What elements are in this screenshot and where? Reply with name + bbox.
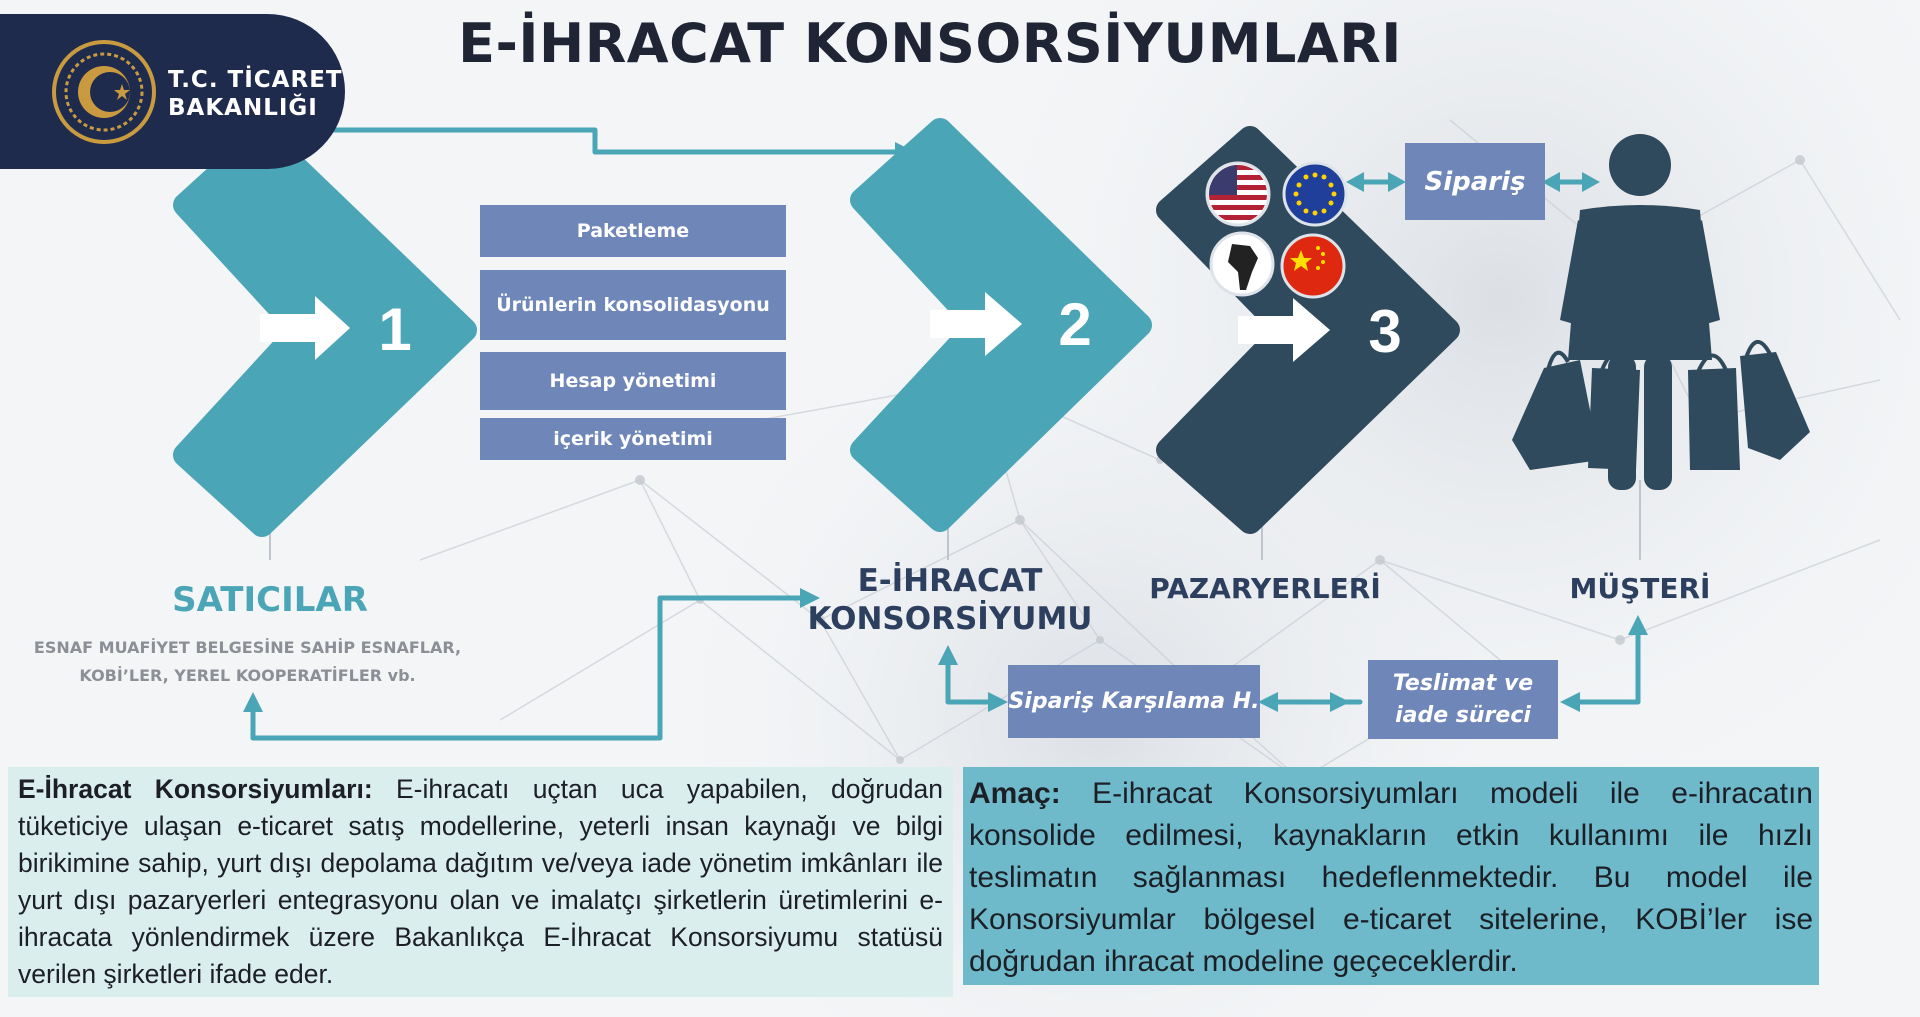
arrowhead-order-customer-r bbox=[1582, 172, 1600, 192]
ministry-name-line1: T.C. TİCARET bbox=[168, 67, 343, 93]
latin-america-emblem bbox=[1211, 233, 1273, 295]
ministry-emblem-icon bbox=[48, 36, 160, 148]
ministry-logo-block bbox=[0, 14, 345, 169]
definition-text bbox=[18, 771, 943, 993]
goal-panel bbox=[963, 767, 1819, 985]
arrowhead-consortium-up bbox=[938, 645, 958, 665]
stage-label-customer: MÜŞTERİ bbox=[1569, 572, 1711, 605]
arrowhead-markets-order-l bbox=[1346, 172, 1364, 192]
goal-body: E-ihracat Konsorsiyumları modeli ile e-ihracatın konsolide edilmesi, kaynakların etkin kullanımı ile hızlı teslimatın sağlanması hedeflenmektedir. Bu model ile Konsorsiyumlar bölgesel e-ticaret sitelerine, KOBİ’ler ise doğrudan ihracat modeline geçeceklerdir. bbox=[969, 777, 1813, 978]
fulfillment-box: Sipariş Karşılama H. bbox=[1008, 665, 1260, 738]
stage-label-marketplaces: PAZARYERLERİ bbox=[1149, 572, 1381, 605]
order-box: Sipariş bbox=[1405, 143, 1545, 220]
eu-flag bbox=[1284, 163, 1346, 225]
ministry-name-line2: BAKANLIĞI bbox=[168, 95, 318, 121]
definition-lead: E-İhracat Konsorsiyumları: bbox=[18, 774, 373, 804]
ministry-name bbox=[168, 66, 343, 122]
arrow-delivery-customer bbox=[1566, 625, 1638, 702]
delivery-line1: Teslimat ve bbox=[1392, 670, 1534, 696]
china-flag bbox=[1282, 235, 1344, 297]
step-number-1: 1 bbox=[378, 296, 412, 363]
arrowhead-fulfillment-right bbox=[988, 692, 1008, 712]
stage-label-consortium bbox=[800, 562, 1100, 638]
arrowhead-markets-order-r bbox=[1388, 172, 1406, 192]
goal-text bbox=[969, 773, 1813, 983]
definition-body: E-ihracatı uçtan uca yapabilen, doğrudan tüketiciye ulaşan e-ticaret satış modellerine, yeterli insan kaynağı ve bilgi birikimine sahip, yurt dışı depolama dağıtım ve/veya iade yönetim imkânları ile yurt dışı pazaryerleri entegrasyonu olan ve imalatçı şirketlerin üretimlerini e-ihracata yönlendirmek üzere Bakanlıkça E-İhracat Konsorsiyumu statüsü verilen şirketleri ifade eder. bbox=[18, 774, 943, 989]
service-box-account: Hesap yönetimi bbox=[480, 352, 786, 410]
arrowhead-customer-up bbox=[1628, 615, 1648, 635]
arrow-sellers-to-consortium-top bbox=[295, 130, 905, 152]
sellers-description bbox=[20, 634, 475, 690]
step-number-2: 2 bbox=[1058, 291, 1092, 358]
sellers-description-line2: KOBİ’LER, YEREL KOOPERATİFLER vb. bbox=[79, 666, 416, 685]
sellers-description-line1: ESNAF MUAFİYET BELGESİNE SAHİP ESNAFLAR, bbox=[33, 638, 462, 657]
delivery-line2: iade süreci bbox=[1395, 702, 1531, 728]
goal-lead: Amaç: bbox=[969, 777, 1061, 810]
arrowhead-fulfillment-left bbox=[1258, 692, 1278, 712]
page-title: E-İHRACAT KONSORSİYUMLARI bbox=[458, 12, 1402, 75]
stage-label-consortium-line1: E-İHRACAT bbox=[857, 563, 1043, 599]
arrowhead-delivery-left bbox=[1330, 692, 1350, 712]
arrowhead-delivery-right bbox=[1560, 692, 1580, 712]
definition-panel bbox=[8, 767, 953, 997]
stage-label-sellers: SATICILAR bbox=[172, 580, 368, 620]
service-box-packaging: Paketleme bbox=[480, 205, 786, 257]
service-box-content: içerik yönetimi bbox=[480, 418, 786, 460]
arrowhead-sellers-up bbox=[243, 692, 263, 712]
stage-label-consortium-line2: KONSORSİYUMU bbox=[807, 601, 1093, 637]
service-box-consolidation: Ürünlerin konsolidasyonu bbox=[480, 270, 786, 340]
delivery-box bbox=[1368, 660, 1558, 739]
step-number-3: 3 bbox=[1368, 298, 1402, 365]
